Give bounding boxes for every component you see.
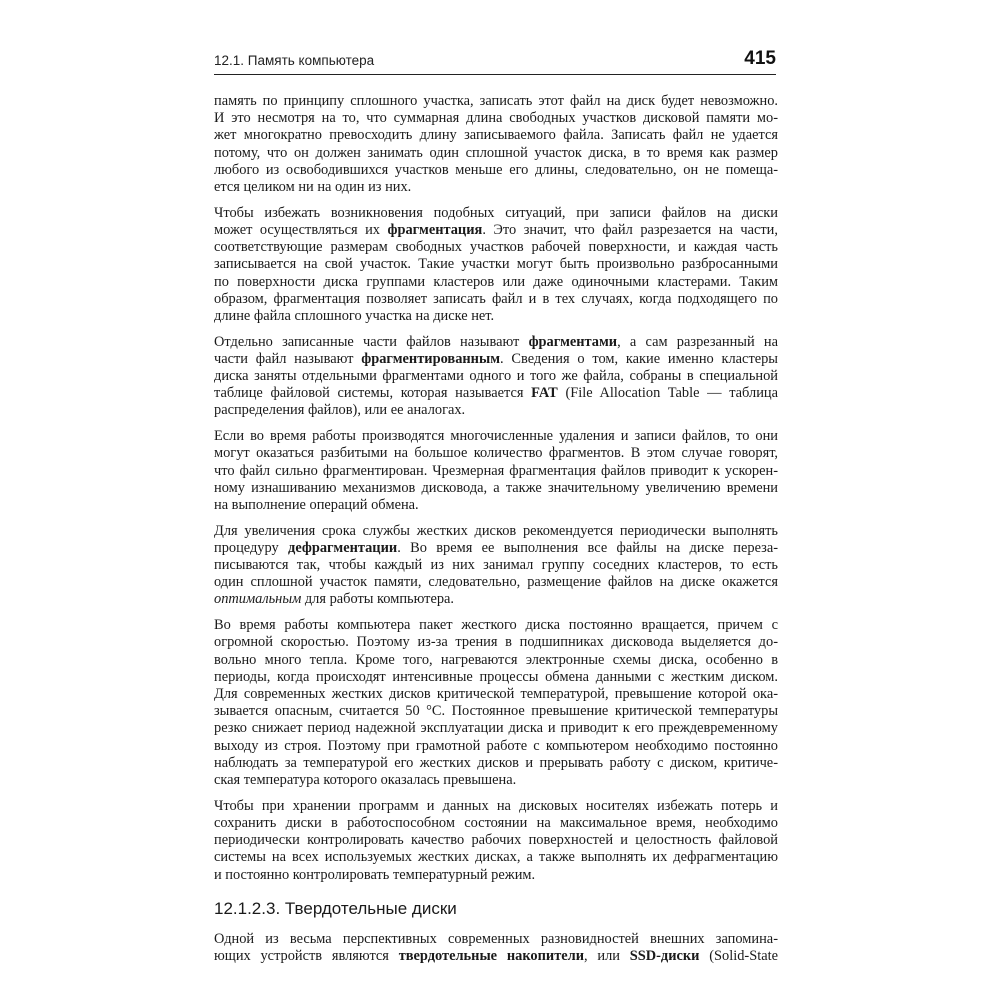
text-run: вольно много тепла. Кроме того, нагреваются электронные схемы диска, особенно в: [214, 651, 778, 668]
running-head: [214, 50, 776, 75]
bold-term: SSD-диски: [629, 947, 700, 964]
text-run: наблюдать за температурой его жестких дисков и прерывать работу с диском, критиче-: [214, 754, 778, 771]
text-run: , или: [584, 947, 630, 964]
text-run: могут оказаться разбитыми на большое количество фрагментов. В этом случае говорят,: [214, 445, 778, 462]
text-line: [214, 145, 778, 162]
text-line: [214, 179, 778, 196]
text-line: [214, 755, 778, 772]
text-line: [214, 239, 778, 256]
text-line: [214, 540, 778, 557]
text-run: что файл сильно фрагментирован. Чрезмерная фрагментация файлов приводит к ускорен-: [214, 462, 778, 479]
text-line: [214, 523, 778, 540]
text-run: распределения файлов), или ее аналогах.: [214, 402, 466, 419]
text-run: части файл называют: [214, 350, 362, 367]
paragraph: [214, 523, 778, 609]
text-run: периодически контролировать качество рабочих поверхностей и целостность файловой: [214, 832, 778, 849]
text-line: [214, 291, 778, 308]
text-line: [214, 497, 778, 514]
text-run: таблице файловой системы, которая называется: [214, 385, 532, 402]
text-run: зывается опасным, считается 50 °C. Постоянное превышение критической температуры: [214, 703, 778, 720]
paragraph: [214, 205, 778, 325]
text-line: [214, 463, 778, 480]
paragraph: [214, 931, 778, 965]
text-run: образом, фрагментация позволяет записать файл и в тех случаях, когда подходящего по: [214, 290, 778, 307]
text-run: ному изнашиванию механизмов дисковода, а также значительному увеличению времени: [214, 479, 778, 496]
text-run: писываются так, чтобы каждый из них занимал группу соседних кластеров, то есть: [214, 557, 778, 574]
text-line: [214, 703, 778, 720]
text-run: Одной из весьма перспективных современных разновидностей внешних запомина-: [214, 930, 778, 947]
text-line: [214, 849, 778, 866]
text-run: может осуществляться их: [214, 221, 388, 238]
text-run: по поверхности диска группами кластеров или даже одиночными кластерами. Таким: [214, 273, 778, 290]
text-line: [214, 110, 778, 127]
text-line: [214, 222, 778, 239]
text-run: Для увеличения срока службы жестких дисков рекомендуется периодически выполнять: [214, 522, 778, 539]
text-run: системы на всех используемых жестких дисках, а также выполнять их дефрагментацию: [214, 849, 778, 866]
text-line: [214, 205, 778, 222]
text-line: [214, 480, 778, 497]
section-paragraph-container: [214, 931, 778, 965]
text-run: записывается на свой участок. Такие участки могут быть произвольно разбросанными: [214, 256, 778, 273]
text-run: жет многократно превосходить длину записываемого файла. Записать файл не удается: [214, 127, 778, 144]
bold-term: фрагментами: [528, 333, 618, 350]
text-run: . Это значит, что файл разрезается на части,: [482, 221, 778, 238]
text-line: [214, 162, 778, 179]
paragraph: [214, 798, 778, 884]
text-run: сохранить диски в работоспособном состоянии на максимальное время, необходимо: [214, 814, 778, 831]
text-run: длине файла сплошного участка на диске нет.: [214, 307, 495, 324]
italic-term: оптимальным: [214, 591, 302, 608]
text-line: [214, 368, 778, 385]
text-run: . Во время ее выполнения все файлы на диске переза-: [397, 539, 779, 556]
text-line: [214, 867, 778, 884]
text-run: И это несмотря на то, что суммарная длина свободных участков дисковой памяти мо-: [214, 110, 778, 127]
text-line: [214, 256, 778, 273]
bold-term: дефрагментации: [288, 539, 398, 556]
text-run: , а сам разрезанный на: [617, 333, 778, 350]
text-run: потому, что он должен занимать один сплошной участок диска, в то время как размер: [214, 144, 778, 161]
text-line: [214, 815, 778, 832]
paragraph: [214, 428, 778, 514]
text-line: [214, 574, 778, 591]
text-line: [214, 772, 778, 789]
page-number: 415: [744, 48, 776, 69]
text-line: [214, 931, 778, 948]
text-run: процедуру: [214, 539, 289, 556]
text-line: [214, 832, 778, 849]
text-run: Отдельно записанные части файлов называют: [214, 333, 529, 350]
paragraph: [214, 617, 778, 789]
bold-term: фрагментация: [387, 221, 483, 238]
text-run: Для современных жестких дисков критической температурой, превышение которой ока-: [214, 686, 778, 702]
text-run: и постоянно контролировать температурный режим.: [214, 866, 536, 883]
page-body: [214, 93, 778, 974]
text-run: периоды, когда происходят интенсивные процессы обмена данными с жестким диском.: [214, 668, 778, 685]
text-run: соответствующие размерам свободных участков рабочей поверхности, и каждая часть: [214, 239, 778, 256]
text-line: [214, 738, 778, 755]
section-heading: 12.1.2.3. Твердотельные диски: [214, 898, 457, 918]
text-line: [214, 948, 778, 965]
text-run: Если во время работы производятся многочисленные удаления и записи файлов, то они: [214, 428, 778, 445]
text-line: [214, 428, 778, 445]
text-run: (Solid-State: [699, 947, 778, 964]
text-line: [214, 617, 778, 634]
text-run: огромной скоростью. Поэтому из-за трения в подшипниках дисковода выделяется до-: [214, 634, 778, 651]
text-line: [214, 402, 778, 419]
text-run: на выполнение операций обмена.: [214, 496, 419, 513]
bold-term: фрагментированным: [361, 350, 501, 367]
text-line: [214, 351, 778, 368]
text-line: [214, 634, 778, 651]
running-title: 12.1. Память компьютера: [214, 53, 375, 68]
text-line: [214, 720, 778, 737]
text-run: ющих устройств являются: [214, 947, 399, 964]
paragraph: [214, 93, 778, 196]
paragraphs: [214, 93, 778, 884]
text-run: Чтобы при хранении программ и данных на дисковых носителях избежать потерь и: [214, 797, 778, 814]
text-line: [214, 127, 778, 144]
text-run: Во время работы компьютера пакет жесткого диска постоянно вращается, причем с: [214, 617, 778, 634]
text-run: любого из освободившихся участков меньше его длины, следовательно, он не помеща-: [214, 161, 778, 178]
text-run: ская температура которого оказалась превышена.: [214, 772, 517, 789]
text-run: память по принципу сплошного участка, записать этот файл на диск будет невозможно.: [214, 93, 778, 109]
text-line: [214, 798, 778, 815]
text-line: [214, 385, 778, 402]
text-run: Чтобы избежать возникновения подобных ситуаций, при записи файлов на диски: [214, 204, 778, 221]
text-line: [214, 93, 778, 110]
bold-term: FAT: [531, 385, 558, 402]
text-run: . Сведения о том, какие именно кластеры: [500, 350, 778, 367]
text-run: для работы компьютера.: [301, 591, 455, 608]
text-run: ется целиком ни на один из них.: [214, 179, 412, 196]
text-run: один сплошной участок памяти, следовательно, размещение файлов на диске окажется: [214, 574, 778, 591]
text-line: [214, 274, 778, 291]
text-run: выходу из строя. Поэтому при грамотной работе с компьютером необходимо постоянно: [214, 737, 778, 754]
text-line: [214, 669, 778, 686]
text-line: [214, 557, 778, 574]
paragraph: [214, 334, 778, 420]
text-line: [214, 652, 778, 669]
bold-term: твердотельные накопители: [398, 947, 585, 964]
text-line: [214, 686, 778, 703]
text-line: [214, 445, 778, 462]
text-line: [214, 308, 778, 325]
text-line: [214, 591, 778, 608]
text-run: резко снижает период надежной эксплуатации диска и приводит к его преждевременному: [214, 720, 778, 737]
text-run: (File Allocation Table — таблица: [557, 385, 778, 402]
text-line: [214, 334, 778, 351]
text-run: диска заняты отдельными фрагментами одного и того же файла, собраны в специальной: [214, 368, 778, 385]
